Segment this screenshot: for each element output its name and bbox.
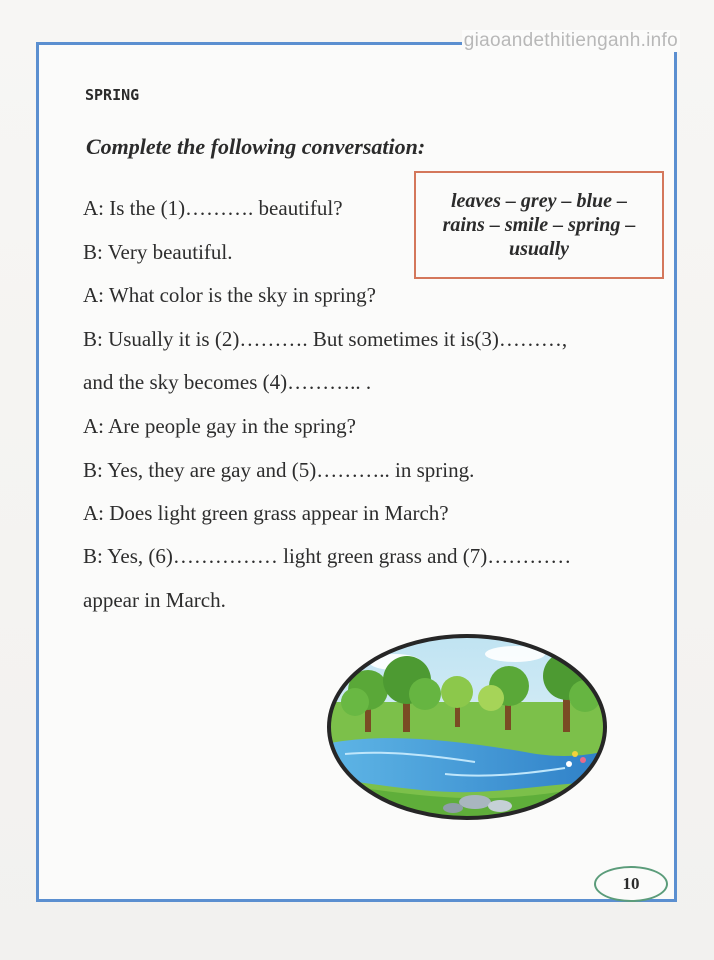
- spring-landscape-illustration: [325, 632, 609, 822]
- page-number: 10: [622, 874, 640, 893]
- watermark: giaoandethitienganh.info: [463, 30, 678, 51]
- conversation-line: B: Usually it is (2)………. But sometimes it is(3)………,: [83, 327, 568, 351]
- conversation-line: A: Are people gay in the spring?: [83, 414, 356, 438]
- conversation-line: A: What color is the sky in spring?: [83, 283, 376, 307]
- conversation-line: and the sky becomes (4)……….. .: [83, 370, 372, 394]
- word-bank-line: leaves – grey – blue –: [450, 190, 628, 212]
- page-number-badge: [594, 866, 668, 902]
- conversation-line: B: Very beautiful.: [83, 240, 233, 264]
- conversation-line: B: Yes, (6)…………… light green grass and (7)…………: [83, 544, 572, 568]
- word-bank-box: [414, 171, 664, 279]
- conversation-line: B: Yes, they are gay and (5)……….. in spring.: [83, 458, 475, 482]
- word-bank-line: rains – smile – spring –: [442, 214, 636, 236]
- conversation-line: A: Is the (1)………. beautiful?: [83, 196, 343, 220]
- instruction-heading: Complete the following conversation:: [86, 134, 426, 159]
- word-bank-line: usually: [508, 238, 570, 260]
- conversation-line: A: Does light green grass appear in March?: [83, 501, 449, 525]
- section-title: SPRING: [85, 86, 140, 104]
- conversation-line: appear in March.: [83, 588, 226, 612]
